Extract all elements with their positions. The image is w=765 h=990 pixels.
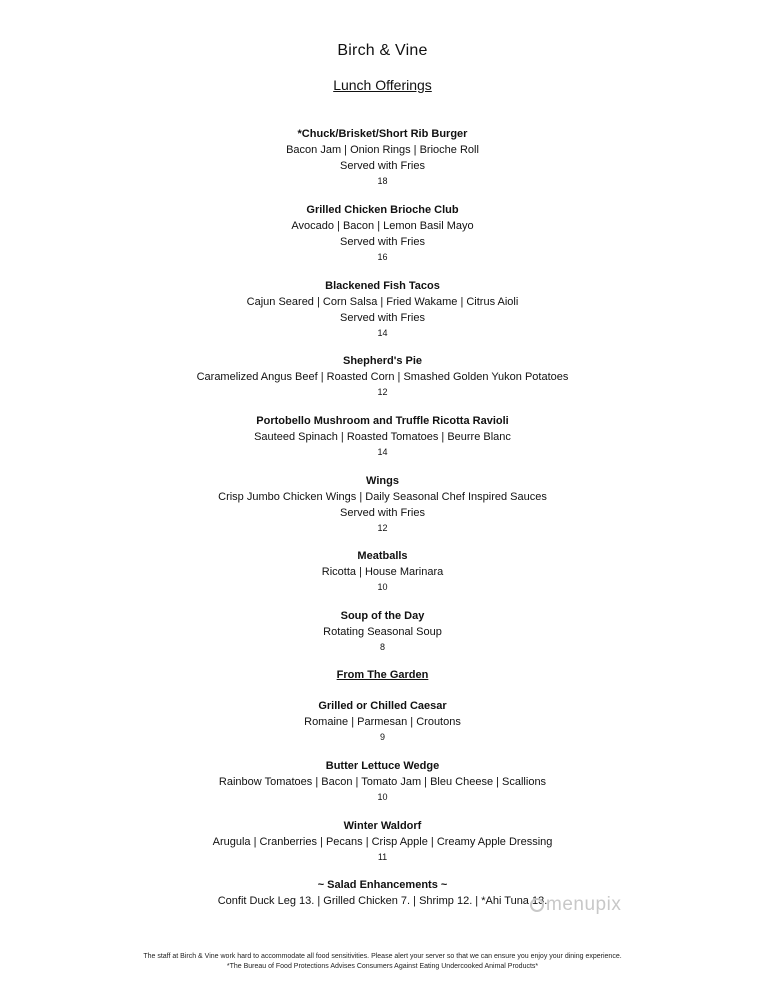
enhancements-list: Confit Duck Leg 13. | Grilled Chicken 7. | Shrimp 12. | *Ahi Tuna 13. xyxy=(217,895,548,907)
item-name: Wings xyxy=(366,475,399,487)
item-description: Bacon Jam | Onion Rings | Brioche Roll xyxy=(286,144,479,156)
item-name: Winter Waldorf xyxy=(343,820,422,832)
menupix-watermark xyxy=(530,894,621,916)
menu-item xyxy=(0,353,765,399)
item-price: 9 xyxy=(379,732,385,742)
item-price: 12 xyxy=(377,387,388,397)
menu-item xyxy=(0,818,765,864)
menu-title: Lunch Offerings xyxy=(333,77,432,93)
item-price: 10 xyxy=(377,582,388,592)
item-price: 14 xyxy=(377,328,388,338)
item-name: Meatballs xyxy=(357,550,408,562)
item-description: Rainbow Tomatoes | Bacon | Tomato Jam | Bleu Cheese | Scallions xyxy=(218,776,547,788)
item-description: Avocado | Bacon | Lemon Basil Mayo xyxy=(291,220,474,232)
item-name: Blackened Fish Tacos xyxy=(325,280,440,292)
item-description: Romaine | Parmesan | Croutons xyxy=(304,716,461,728)
footer-advisory: *The Bureau of Food Protections Advises Consumers Against Eating Undercooked Animal Products* xyxy=(226,963,539,970)
menu-item xyxy=(0,126,765,188)
item-name: Soup of the Day xyxy=(340,610,425,622)
menu-item xyxy=(0,473,765,535)
menu-item xyxy=(0,608,765,654)
item-name: *Chuck/Brisket/Short Rib Burger xyxy=(297,128,468,140)
item-price: 12 xyxy=(377,523,388,533)
menu-item xyxy=(0,698,765,744)
item-description: Sauteed Spinach | Roasted Tomatoes | Beurre Blanc xyxy=(254,431,511,443)
enhancements-title: ~ Salad Enhancements ~ xyxy=(317,879,448,891)
item-description: Ricotta | House Marinara xyxy=(321,566,444,578)
item-price: 18 xyxy=(377,176,388,186)
item-name: Grilled Chicken Brioche Club xyxy=(306,204,459,216)
item-note: Served with Fries xyxy=(340,507,425,519)
item-price: 16 xyxy=(377,252,388,262)
item-note: Served with Fries xyxy=(340,312,425,324)
footer xyxy=(0,952,765,972)
section-heading-garden: From The Garden xyxy=(336,669,429,681)
item-price: 11 xyxy=(377,852,388,862)
item-description: Cajun Seared | Corn Salsa | Fried Wakame | Citrus Aioli xyxy=(246,296,519,308)
item-price: 8 xyxy=(379,642,385,652)
menu-item xyxy=(0,413,765,459)
restaurant-name: Birch & Vine xyxy=(337,42,428,59)
salad-enhancements xyxy=(0,877,765,909)
menu-item xyxy=(0,278,765,340)
item-name: Butter Lettuce Wedge xyxy=(325,760,440,772)
item-price: 14 xyxy=(377,447,388,457)
item-name: Portobello Mushroom and Truffle Ricotta Ravioli xyxy=(256,415,509,427)
item-note: Served with Fries xyxy=(340,236,425,248)
menu-item xyxy=(0,548,765,594)
menu-item xyxy=(0,758,765,804)
item-name: Shepherd's Pie xyxy=(342,355,423,367)
menu-item xyxy=(0,202,765,264)
item-description: Crisp Jumbo Chicken Wings | Daily Seasonal Chef Inspired Sauces xyxy=(218,491,547,503)
footer-allergy-note: The staff at Birch & Vine work hard to accommodate all food sensitivities. Please alert your server so that we can ensure you enjoy your dining experience. xyxy=(143,953,622,960)
item-description: Rotating Seasonal Soup xyxy=(323,626,442,638)
watermark-text: menupix xyxy=(546,894,622,915)
item-note: Served with Fries xyxy=(340,160,425,172)
item-name: Grilled or Chilled Caesar xyxy=(318,700,447,712)
item-description: Arugula | Cranberries | Pecans | Crisp Apple | Creamy Apple Dressing xyxy=(212,836,553,848)
menupix-logo-icon xyxy=(530,898,544,912)
item-price: 10 xyxy=(377,792,388,802)
item-description: Caramelized Angus Beef | Roasted Corn | Smashed Golden Yukon Potatoes xyxy=(196,371,569,383)
